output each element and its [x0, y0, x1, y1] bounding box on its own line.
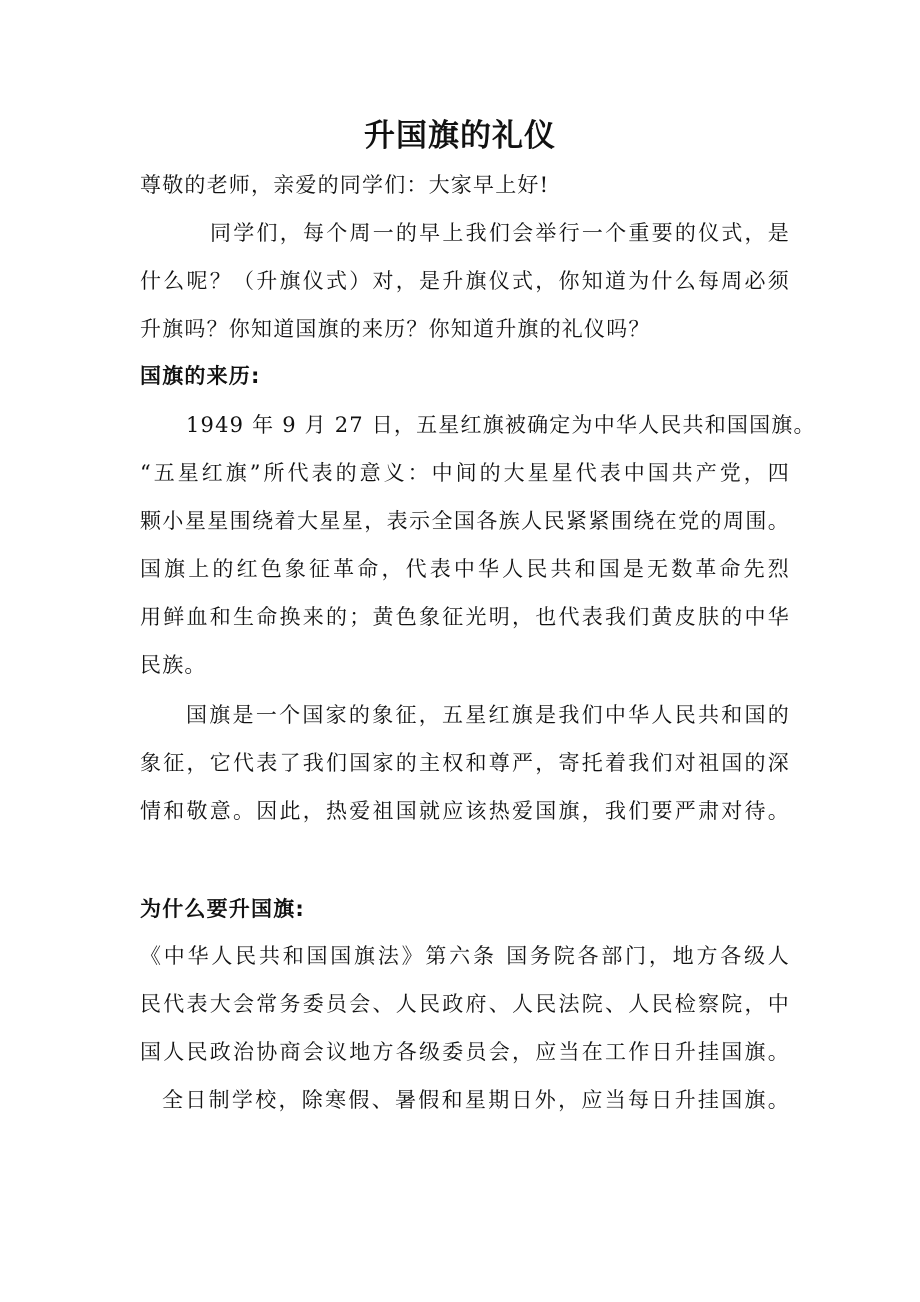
- paragraph-line: 《中华人民共和国国旗法》第六条 国务院各部门，地方各级人: [140, 944, 790, 968]
- intro-line: 什么呢？（升旗仪式）对，是升旗仪式，你知道为什么每周必须: [140, 269, 790, 293]
- greeting: 尊敬的老师，亲爱的同学们：大家早上好!: [140, 173, 550, 197]
- paragraph-line: “五星红旗”所代表的意义：中间的大星星代表中国共产党，四: [140, 461, 790, 485]
- paragraph-line: 情和敬意。因此，热爱祖国就应该热爱国旗，我们要严肃对待。: [140, 799, 790, 823]
- paragraph-line: 民族。: [140, 653, 207, 677]
- section-heading-why-raise-flag: 为什么要升国旗:: [140, 897, 305, 921]
- paragraph-line: 用鲜血和生命换来的；黄色象征光明，也代表我们黄皮肤的中华: [140, 605, 790, 629]
- intro-line: 同学们，每个周一的早上我们会举行一个重要的仪式，是: [210, 221, 790, 245]
- intro-line: 升旗吗？你知道国旗的来历？你知道升旗的礼仪吗？: [140, 317, 651, 341]
- document-title: 升国旗的礼仪: [364, 118, 556, 154]
- paragraph-line: 国旗是一个国家的象征，五星红旗是我们中华人民共和国的: [186, 703, 790, 727]
- paragraph-line: 全日制学校，除寒假、暑假和星期日外，应当每日升挂国旗。: [162, 1088, 790, 1112]
- paragraph-line: 国人民政治协商会议地方各级委员会，应当在工作日升挂国旗。: [140, 1040, 790, 1064]
- paragraph-line: 国旗上的红色象征革命，代表中华人民共和国是无数革命先烈: [140, 557, 790, 581]
- paragraph-line: 民代表大会常务委员会、人民政府、人民法院、人民检察院，中: [140, 992, 790, 1016]
- paragraph-line: 象征，它代表了我们国家的主权和尊严，寄托着我们对祖国的深: [140, 751, 790, 775]
- section-heading-flag-origin: 国旗的来历:: [140, 364, 261, 388]
- paragraph-line: 颗小星星围绕着大星星，表示全国各族人民紧紧围绕在党的周围。: [140, 509, 790, 533]
- paragraph-line: 1949 年 9 月 27 日，五星红旗被确定为中华人民共和国国旗。: [186, 413, 816, 437]
